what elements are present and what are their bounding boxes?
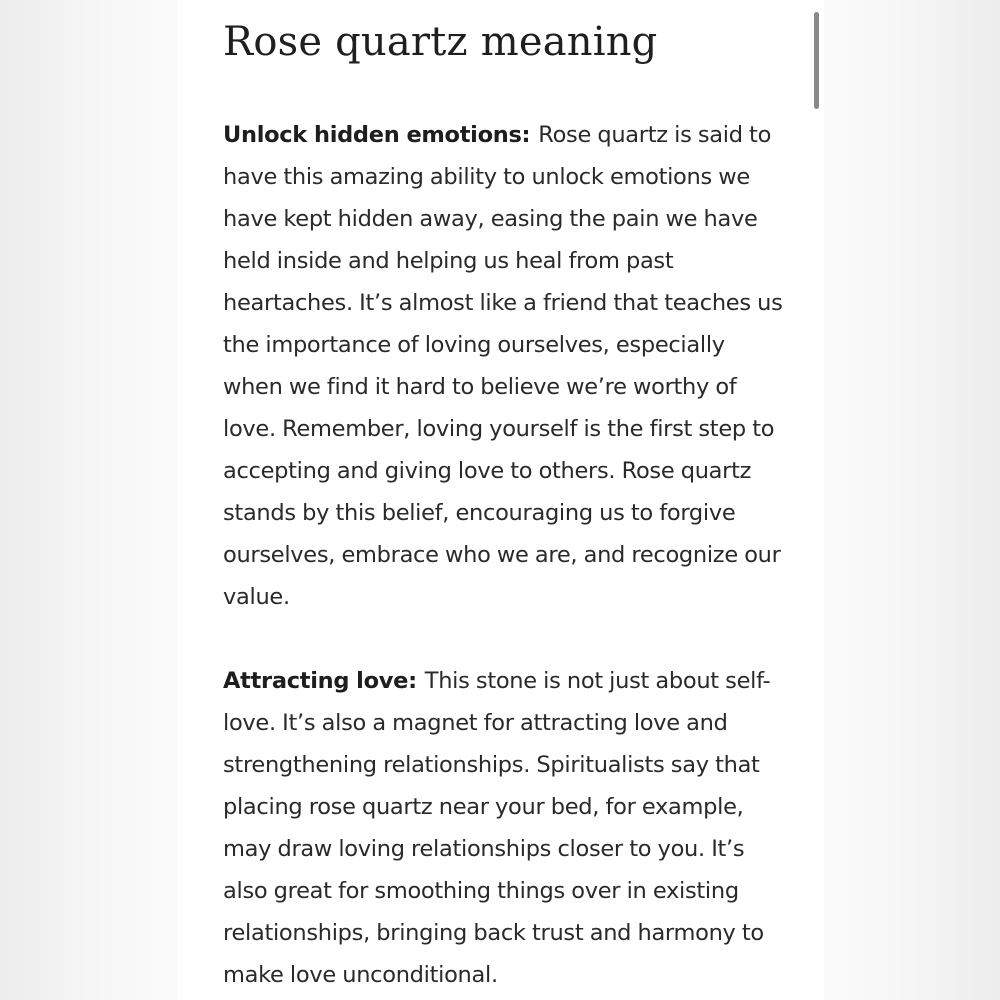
section-heading: Attracting love:	[223, 668, 417, 694]
article-title: Rose quartz meaning	[223, 19, 658, 65]
scrollbar-thumb[interactable]	[814, 12, 819, 109]
section-attracting-love	[223, 660, 783, 996]
section-heading: Unlock hidden emotions:	[223, 122, 531, 148]
article-content	[223, 14, 803, 996]
section-body: Rose quartz is said to have this amazing ability to unlock emotions we have kept hidden away, easing the pain we have held inside and helping us heal from past heartaches. It’s almost like a friend that teaches us the importance of loving ourselves, especially when we find it hard to believe we’re worthy of love. Remember, loving yourself is the first step to accepting and giving love to others. Rose quartz stands by this belief, encouraging us to forgive ourselves, embrace who we are, and recognize our value.	[223, 122, 783, 610]
section-body: This stone is not just about self-love. It’s also a magnet for attracting love and strengthening relationships. Spiritualists say that placing rose quartz near your bed, for example, may draw loving relationships closer to you. It’s also great for smoothing things over in existing relationships, bringing back trust and harmony to make love unconditional.	[223, 668, 771, 988]
article-page	[178, 0, 824, 1000]
section-unlock-hidden-emotions	[223, 114, 783, 618]
